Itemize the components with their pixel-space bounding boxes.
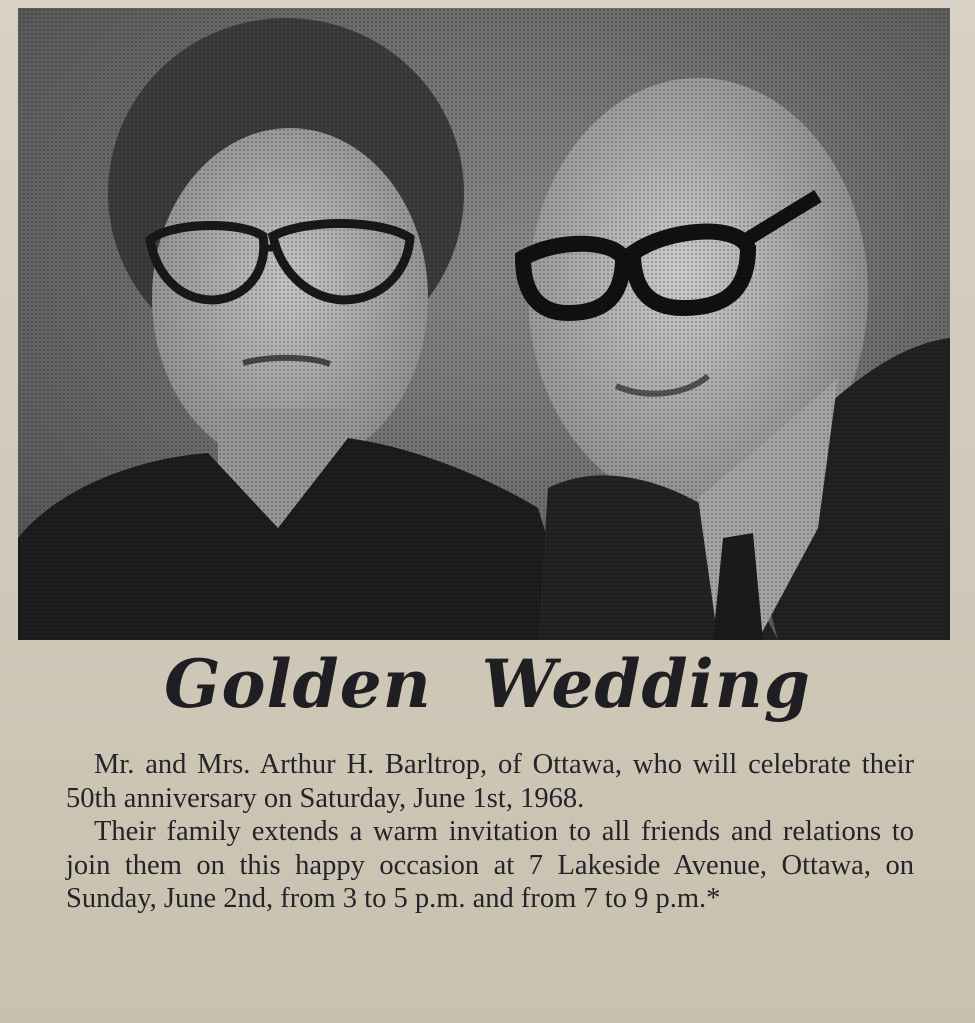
article-body: [66, 748, 914, 916]
headline: Golden Wedding: [164, 645, 811, 723]
paragraph-announcement: Mr. and Mrs. Arthur H. Barltrop, of Ottawa, who will celebrate their 50th anniversary on Saturday, June 1st, 1968.: [66, 749, 914, 814]
paragraph-invitation: Their family extends a warm invitation to all friends and relations to join them on this happy occasion at 7 Lakeside Avenue, Ottawa, on Sunday, June 2nd, from 3 to 5 p.m. and from 7 to 9 p.m.*: [66, 816, 914, 914]
couple-portrait-photo: [18, 8, 950, 640]
